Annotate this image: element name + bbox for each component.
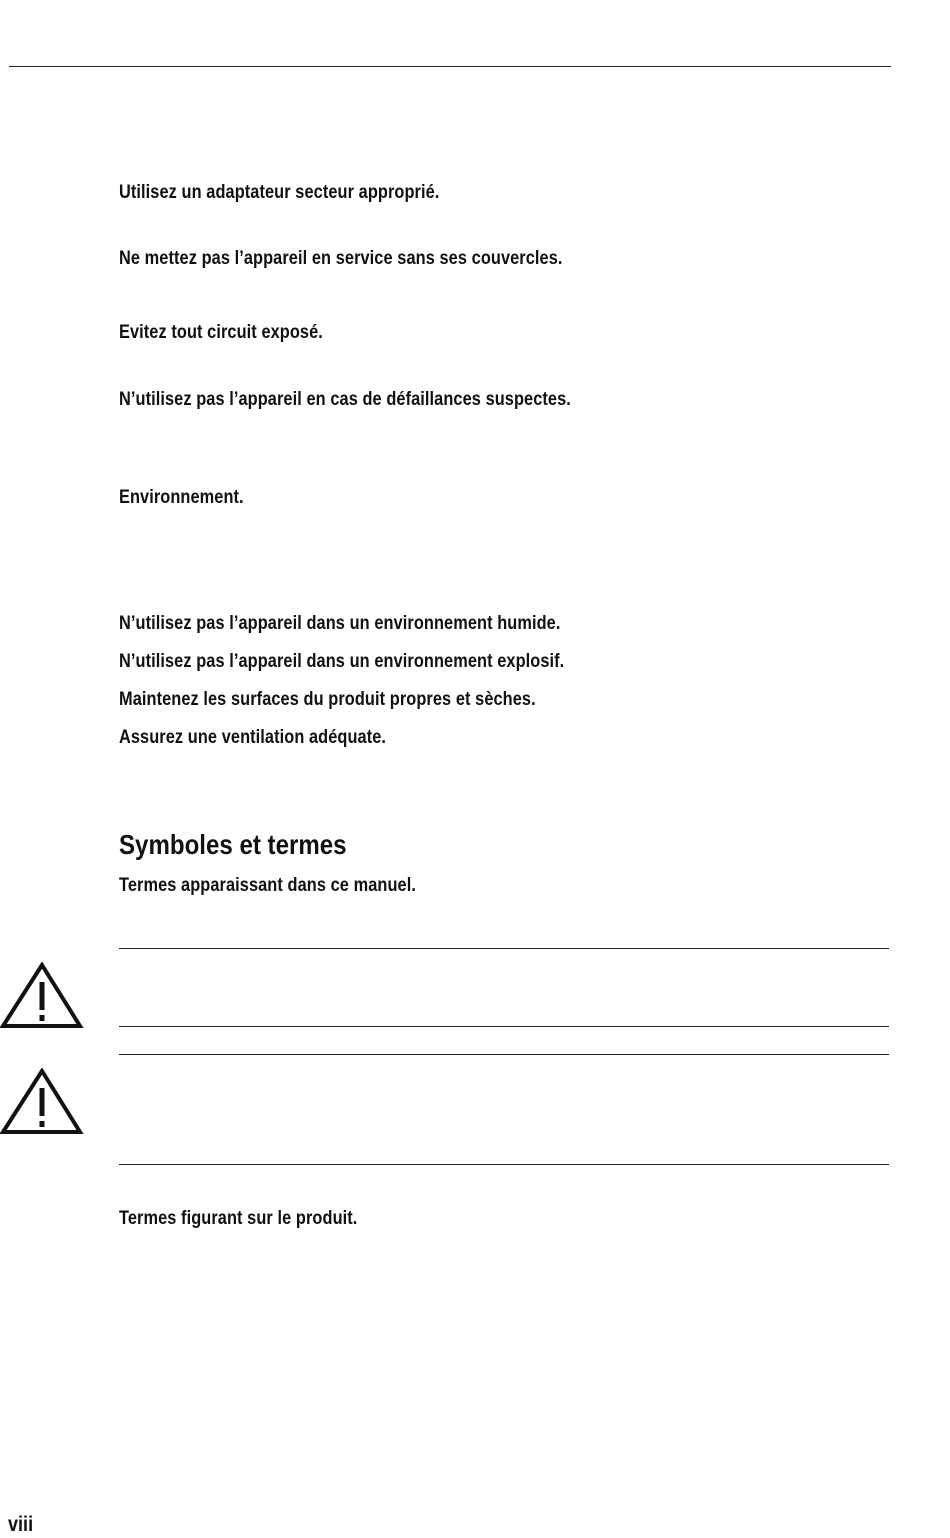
environment-item-explosive: N’utilisez pas l’appareil dans un environnement explosif.	[119, 651, 565, 672]
environment-item-ventilation: Assurez une ventilation adéquate.	[119, 727, 387, 748]
safety-item-covers: Ne mettez pas l’appareil en service sans ses couvercles.	[119, 248, 563, 269]
section-heading-symbols: Symboles et termes	[119, 829, 347, 860]
page-number: viii	[8, 1513, 34, 1536]
safety-item-exposed-circuit: Evitez tout circuit exposé.	[119, 322, 323, 343]
header-rule	[9, 66, 891, 67]
notice-top-rule	[119, 948, 889, 949]
safety-item-suspected-failure: N’utilisez pas l’appareil en cas de défaillances suspectes.	[119, 389, 571, 410]
notice-bottom-rule	[119, 1026, 889, 1027]
caution-triangle-icon	[0, 1068, 84, 1134]
environment-title: Environnement.	[119, 487, 244, 508]
environment-item-clean-dry: Maintenez les surfaces du produit propres et sèches.	[119, 689, 536, 710]
safety-item-power-adapter: Utilisez un adaptateur secteur approprié.	[119, 182, 440, 203]
notice-top-rule	[119, 1054, 889, 1055]
product-terms-label: Termes figurant sur le produit.	[119, 1208, 358, 1229]
manual-terms-label: Termes apparaissant dans ce manuel.	[119, 875, 416, 896]
environment-item-humid: N’utilisez pas l’appareil dans un environnement humide.	[119, 613, 561, 634]
notice-bottom-rule	[119, 1164, 889, 1165]
warning-triangle-icon	[0, 962, 84, 1028]
